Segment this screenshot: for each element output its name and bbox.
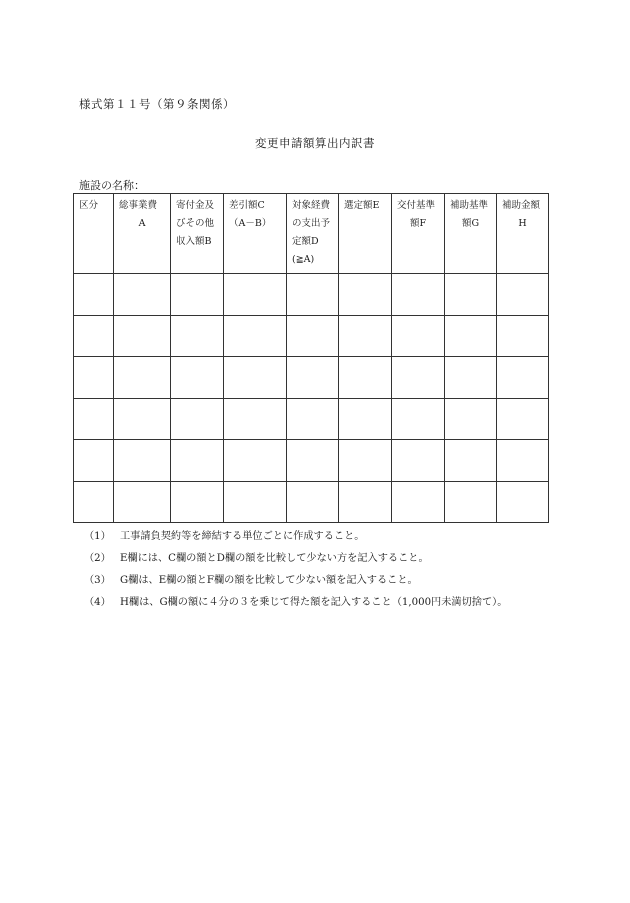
table-cell[interactable]	[171, 357, 224, 399]
header-line: 額F	[409, 218, 427, 229]
table-row	[74, 274, 549, 316]
table-cell[interactable]	[287, 440, 339, 482]
table-cell[interactable]	[497, 481, 549, 523]
document-title: 変更申請額算出内訳書	[255, 136, 375, 150]
table-cell[interactable]	[74, 357, 114, 399]
table-cell[interactable]	[339, 357, 392, 399]
header-line: 選定額E	[344, 200, 380, 211]
header-line: (≧A)	[292, 254, 315, 265]
table-cell[interactable]	[287, 481, 339, 523]
table-cell[interactable]	[171, 481, 224, 523]
header-line: 額G	[461, 218, 480, 229]
column-header-selected-amount	[339, 194, 392, 274]
table-cell[interactable]	[74, 315, 114, 357]
table-cell[interactable]	[392, 315, 445, 357]
table-cell[interactable]	[224, 357, 287, 399]
table-cell[interactable]	[445, 481, 497, 523]
note-item	[84, 570, 507, 592]
header-line: 補助金額	[502, 200, 541, 211]
table-row	[74, 398, 549, 440]
table-cell[interactable]	[445, 357, 497, 399]
table-cell[interactable]	[392, 274, 445, 316]
note-text: G欄は、E欄の額とF欄の額を比較して少ない額を記入すること。	[120, 575, 418, 586]
header-line: 交付基準	[397, 200, 436, 211]
table-cell[interactable]	[392, 398, 445, 440]
table-cell[interactable]	[445, 274, 497, 316]
table-cell[interactable]	[171, 398, 224, 440]
note-number: （4）	[84, 597, 111, 608]
table-cell[interactable]	[224, 274, 287, 316]
table-cell[interactable]	[497, 274, 549, 316]
table-cell[interactable]	[114, 357, 171, 399]
column-header-category	[74, 194, 114, 274]
form-number: 様式第１１号（第９条関係）	[79, 97, 235, 111]
table-row	[74, 440, 549, 482]
column-header-grant-standard	[392, 194, 445, 274]
note-item	[84, 526, 507, 548]
table-row	[74, 357, 549, 399]
table-cell[interactable]	[74, 398, 114, 440]
table-cell[interactable]	[114, 398, 171, 440]
table-cell[interactable]	[392, 357, 445, 399]
table-row	[74, 481, 549, 523]
table-cell[interactable]	[74, 440, 114, 482]
header-line: 区分	[79, 200, 99, 211]
note-number: （2）	[84, 553, 111, 564]
table-cell[interactable]	[74, 481, 114, 523]
table-cell[interactable]	[224, 440, 287, 482]
column-header-total-cost	[114, 194, 171, 274]
column-header-donations-income	[171, 194, 224, 274]
header-line: A	[138, 218, 146, 229]
table-cell[interactable]	[114, 481, 171, 523]
table-cell[interactable]	[445, 398, 497, 440]
table-cell[interactable]	[339, 440, 392, 482]
table-cell[interactable]	[339, 315, 392, 357]
column-header-subsidy-amount	[497, 194, 549, 274]
table-cell[interactable]	[392, 440, 445, 482]
header-line: 寄付金及	[176, 200, 215, 211]
table-cell[interactable]	[287, 274, 339, 316]
table-cell[interactable]	[224, 398, 287, 440]
header-line: の支出予	[292, 218, 331, 229]
table-cell[interactable]	[445, 315, 497, 357]
note-number: （3）	[84, 575, 111, 586]
table-cell[interactable]	[287, 357, 339, 399]
table-cell[interactable]	[114, 315, 171, 357]
table-cell[interactable]	[171, 274, 224, 316]
table-cell[interactable]	[114, 274, 171, 316]
note-text: 工事請負契約等を締結する単位ごとに作成すること。	[120, 531, 365, 542]
header-line: びその他	[176, 218, 215, 229]
header-line: （A－B）	[229, 218, 272, 229]
header-line: 対象経費	[292, 200, 331, 211]
header-line: 総事業費	[119, 200, 158, 211]
header-line: 収入額B	[176, 236, 212, 247]
header-line: 定額D	[292, 236, 319, 247]
column-header-planned-expenditure	[287, 194, 339, 274]
table-cell[interactable]	[497, 315, 549, 357]
note-item	[84, 592, 507, 614]
table-cell[interactable]	[339, 274, 392, 316]
table-cell[interactable]	[171, 315, 224, 357]
table-cell[interactable]	[497, 398, 549, 440]
table-cell[interactable]	[171, 440, 224, 482]
table-row	[74, 315, 549, 357]
column-header-difference	[224, 194, 287, 274]
table-cell[interactable]	[445, 440, 497, 482]
header-line: H	[518, 218, 527, 229]
note-item	[84, 548, 507, 570]
notes-list	[84, 526, 507, 614]
table-cell[interactable]	[287, 315, 339, 357]
table-cell[interactable]	[74, 274, 114, 316]
table-cell[interactable]	[287, 398, 339, 440]
table-cell[interactable]	[339, 398, 392, 440]
table-cell[interactable]	[497, 440, 549, 482]
table-cell[interactable]	[392, 481, 445, 523]
table-cell[interactable]	[224, 481, 287, 523]
table-cell[interactable]	[497, 357, 549, 399]
table-cell[interactable]	[114, 440, 171, 482]
header-line: 補助基準	[450, 200, 489, 211]
note-number: （1）	[84, 531, 111, 542]
table-cell[interactable]	[339, 481, 392, 523]
header-row	[74, 194, 549, 274]
table-cell[interactable]	[224, 315, 287, 357]
column-header-subsidy-standard	[445, 194, 497, 274]
breakdown-table	[73, 193, 549, 523]
note-text: E欄には、C欄の額とD欄の額を比較して少ない方を記入すること。	[120, 553, 429, 564]
note-text: H欄は、G欄の額に４分の３を乗じて得た額を記入すること（1,000円未満切捨て）。	[120, 597, 508, 608]
header-line: 差引額C	[229, 200, 265, 211]
facility-name-label: 施設の名称：	[79, 179, 145, 192]
